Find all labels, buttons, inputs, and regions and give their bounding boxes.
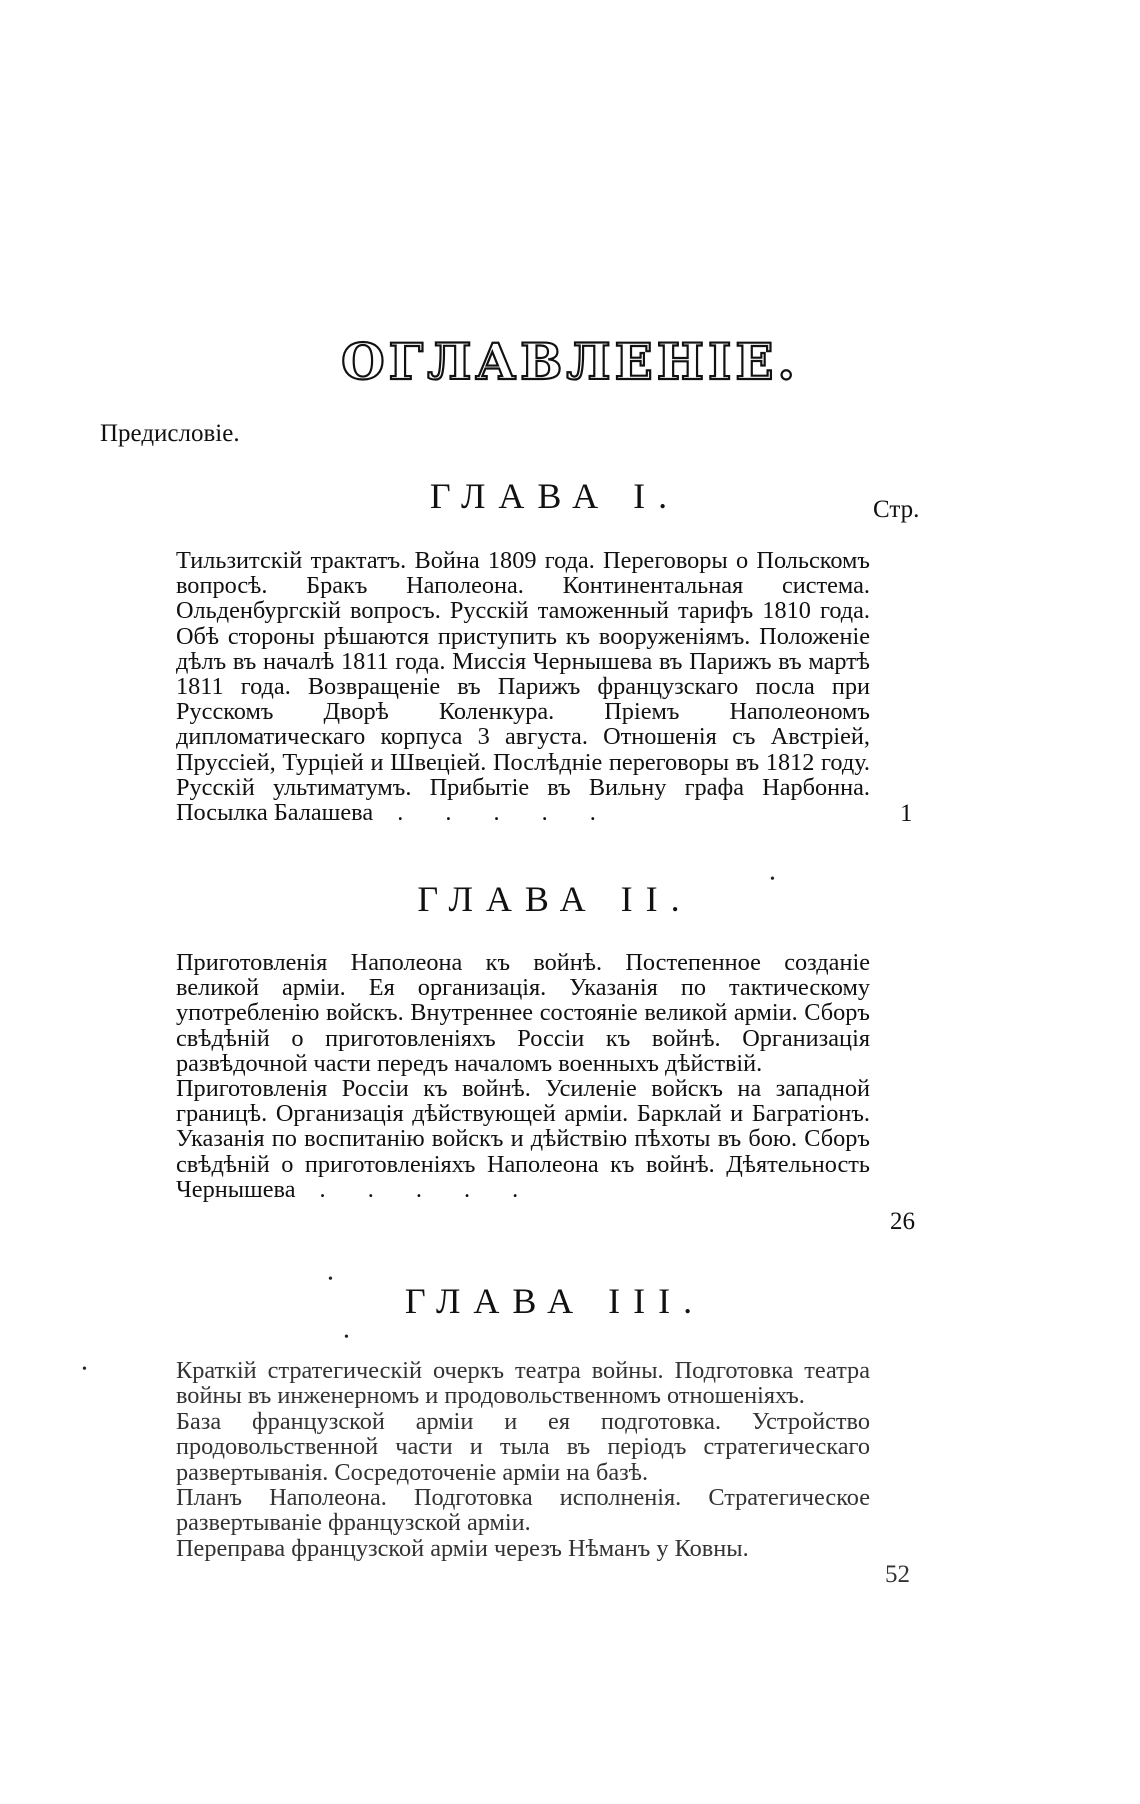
- chapter-2-page-number: 26: [890, 1208, 915, 1235]
- dot-leader: . . . . .: [373, 799, 614, 827]
- chapter-2-heading: ГЛАВА II.: [417, 879, 693, 919]
- chapter-2-paragraph: Приготовленія Россіи къ войнѣ. Усиленіе войскъ на западной границѣ. Организація дѣйствующей арміи. Барклай и Багратіонъ. Указанія по воспитанію войскъ и дѣйствію пѣхоты въ бою. Сборъ свѣдѣній о приготовленіяхъ Наполеона къ войнѣ. Дѣятельность Чернышева . . . . .: [176, 1075, 870, 1203]
- page-column-label: Стр.: [873, 496, 920, 523]
- chapter-3-paragraph: Краткій стратегическій очеркъ театра войны. Подготовка театра войны въ инженерномъ и продовольственномъ отношеніяхъ.: [176, 1357, 870, 1410]
- ink-speck: •: [328, 1272, 333, 1287]
- chapter-3-summary: [176, 1358, 870, 1561]
- chapter-3-page-number: 52: [885, 1561, 910, 1588]
- ink-speck: •: [770, 872, 775, 887]
- chapter-3-paragraph: Переправа французской арміи черезъ Нѣманъ у Ковны.: [176, 1534, 749, 1562]
- chapter-1-page-number: 1: [900, 800, 913, 827]
- chapter-1-paragraph: Тильзитскій трактатъ. Война 1809 года. Переговоры о Польскомъ вопросѣ. Бракъ Наполеона. Континентальная система. Ольденбургскій вопросъ. Русскій таможенный тарифъ 1810 года. Обѣ стороны рѣшаются приступить къ вооруженіямъ. Положеніе дѣлъ въ началѣ 1811 года. Миссія Чернышева въ Парижъ въ мартѣ 1811 года. Возвращеніе въ Парижъ французскаго посла при Русскомъ Дворѣ Коленкура. Пріемъ Наполеономъ дипломатическаго корпуса 3 августа. Отношенія съ Австріей, Пруссіей, Турціей и Швеціей. Послѣдніе переговоры въ 1812 году. Русскій ультиматумъ. Прибытіе въ Вильну графа Нарбонна. Посылка Балашева . . . . .: [176, 547, 870, 827]
- chapter-3-paragraph: Планъ Наполеона. Подготовка исполненія. Стратегическое развертываніе французской арміи.: [176, 1484, 870, 1537]
- chapter-1-heading: ГЛАВА I.: [429, 476, 681, 516]
- chapter-3-heading: ГЛАВА III.: [404, 1281, 706, 1321]
- chapter-3-paragraph: База французской арміи и ея подготовка. Устройство продовольственной части и тыла въ періодъ стратегическаго развертыванія. Сосредоточеніе арміи на базѣ.: [176, 1407, 870, 1486]
- ink-speck: •: [344, 1330, 349, 1345]
- chapter-2-paragraph: Приготовленія Наполеона къ войнѣ. Постепенное созданіе великой арміи. Ея организація. Указанія по тактическому употребленію войскъ. Внутреннее состояніе великой арміи. Сборъ свѣдѣній о приготовленіяхъ Россіи къ войнѣ. Организація развѣдочной части передъ началомъ военныхъ дѣйствій.: [176, 949, 870, 1077]
- page-title: ОГЛАВЛЕНІЕ.: [341, 332, 799, 391]
- preface-entry: Предисловіе.: [100, 420, 240, 447]
- ink-speck: •: [82, 1362, 87, 1377]
- chapter-1-summary: [176, 548, 870, 825]
- chapter-2-summary: [176, 950, 870, 1202]
- dot-leader: . . . . .: [295, 1175, 537, 1203]
